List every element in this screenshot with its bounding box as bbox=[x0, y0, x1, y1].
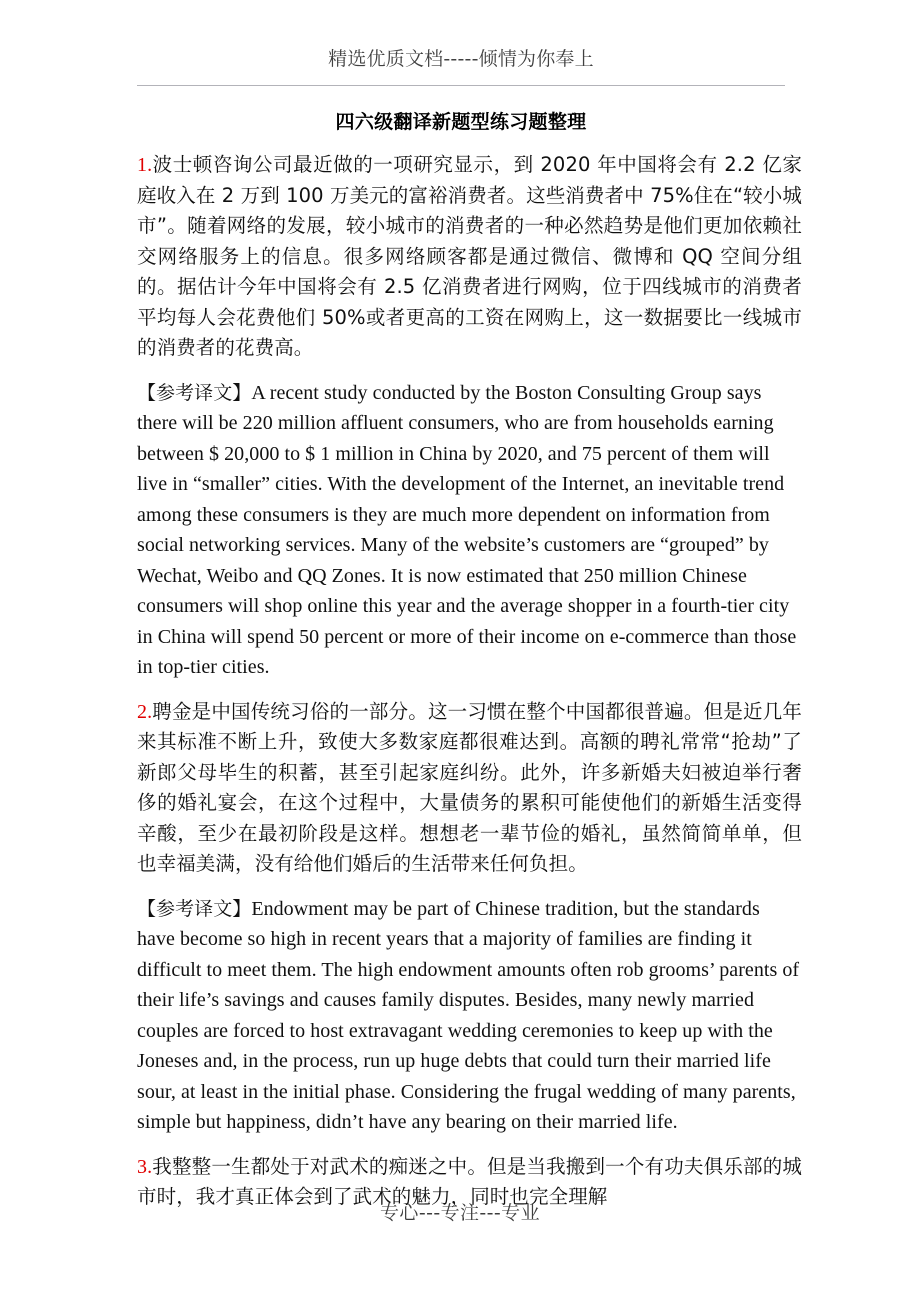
source-text-3: 我整整一生都处于对武术的痴迷之中。但是当我搬到一个有功夫俱乐部的城市时，我才真正体会到了武术的魅力，同时也完全理解 bbox=[137, 1154, 802, 1208]
paragraph-translation-1 bbox=[137, 378, 802, 683]
source-text-1: 波士顿咨询公司最近做的一项研究显示，到 2020 年中国将会有 2.2 亿家庭收入在 2 万到 100 万美元的富裕消费者。这些消费者中 75%住在“较小城市”。随着网络的发展，较小城市的消费者的一种必然趋势是他们更加依赖社交网络服务上的信息。很多网络顾客都是通过微信、微博和 QQ 空间分组的。据估计今年中国将会有 2.5 亿消费者进行网购，位于四线城市的消费者平均每人会花费他们 50%或者更高的工资在网购上，这一数据要比一线城市的消费者的花费高。 bbox=[137, 153, 802, 359]
document-body bbox=[137, 150, 802, 1227]
paragraph-translation-2 bbox=[137, 894, 802, 1138]
header-divider-rule bbox=[137, 85, 785, 86]
source-text-2: 聘金是中国传统习俗的一部分。这一习惯在整个中国都很普遍。但是近几年来其标准不断上升，致使大多数家庭都很难达到。高额的聘礼常常“抢劫”了新郎父母毕生的积蓄，甚至引起家庭纠纷。此外，许多新婚夫妇被迫举行奢侈的婚礼宴会，在这个过程中，大量债务的累积可能使他们的新婚生活变得辛酸，至少在最初阶段是这样。想想老一辈节俭的婚礼，虽然简简单单，但也幸福美满，没有给他们婚后的生活带来任何负担。 bbox=[137, 699, 802, 875]
document-header bbox=[137, 47, 785, 71]
translation-tag-2: 【参考译文】 bbox=[137, 897, 252, 920]
item-number-3: 3. bbox=[137, 1155, 153, 1178]
footer-text: 专心---专注---专业 bbox=[380, 1202, 540, 1224]
page-title: 四六级翻译新题型练习题整理 bbox=[335, 111, 587, 133]
paragraph-source-1 bbox=[137, 150, 802, 364]
item-number-2: 2. bbox=[137, 700, 153, 723]
item-number-1: 1. bbox=[137, 154, 153, 176]
document-footer bbox=[0, 1200, 920, 1226]
header-text: 精选优质文档-----倾情为你奉上 bbox=[328, 48, 594, 70]
translation-tag-1: 【参考译文】 bbox=[137, 381, 252, 404]
paragraph-source-2 bbox=[137, 697, 802, 880]
translation-text-2: Endowment may be part of Chinese tradition, but the standards have become so high in recent years that a majority of families are finding it difficult to meet them. The high endowment amounts often rob grooms’ parents of their life’s savings and causes family disputes. Besides, many newly married couples are forced to host extravagant wedding ceremonies to keep up with the Joneses and, in the process, run up huge debts that could turn their married life sour, at least in the initial phase. Considering the frugal wedding of many parents, simple but happiness, didn’t have any bearing on their married life. bbox=[137, 897, 800, 1133]
translation-text-1: A recent study conducted by the Boston Consulting Group says there will be 220 million affluent consumers, who are from households earning between $ 20,000 to $ 1 million in China by 2020, and 75 percent of them will live in “smaller” cities. With the development of the Internet, an inevitable trend among these consumers is they are much more dependent on information from social networking services. Many of the website’s customers are “grouped” by Wechat, Weibo and QQ Zones. It is now estimated that 250 million Chinese consumers will shop online this year and the average shopper in a fourth-tier city in China will spend 50 percent or more of their income on e-commerce than those in top-tier cities. bbox=[137, 381, 797, 678]
